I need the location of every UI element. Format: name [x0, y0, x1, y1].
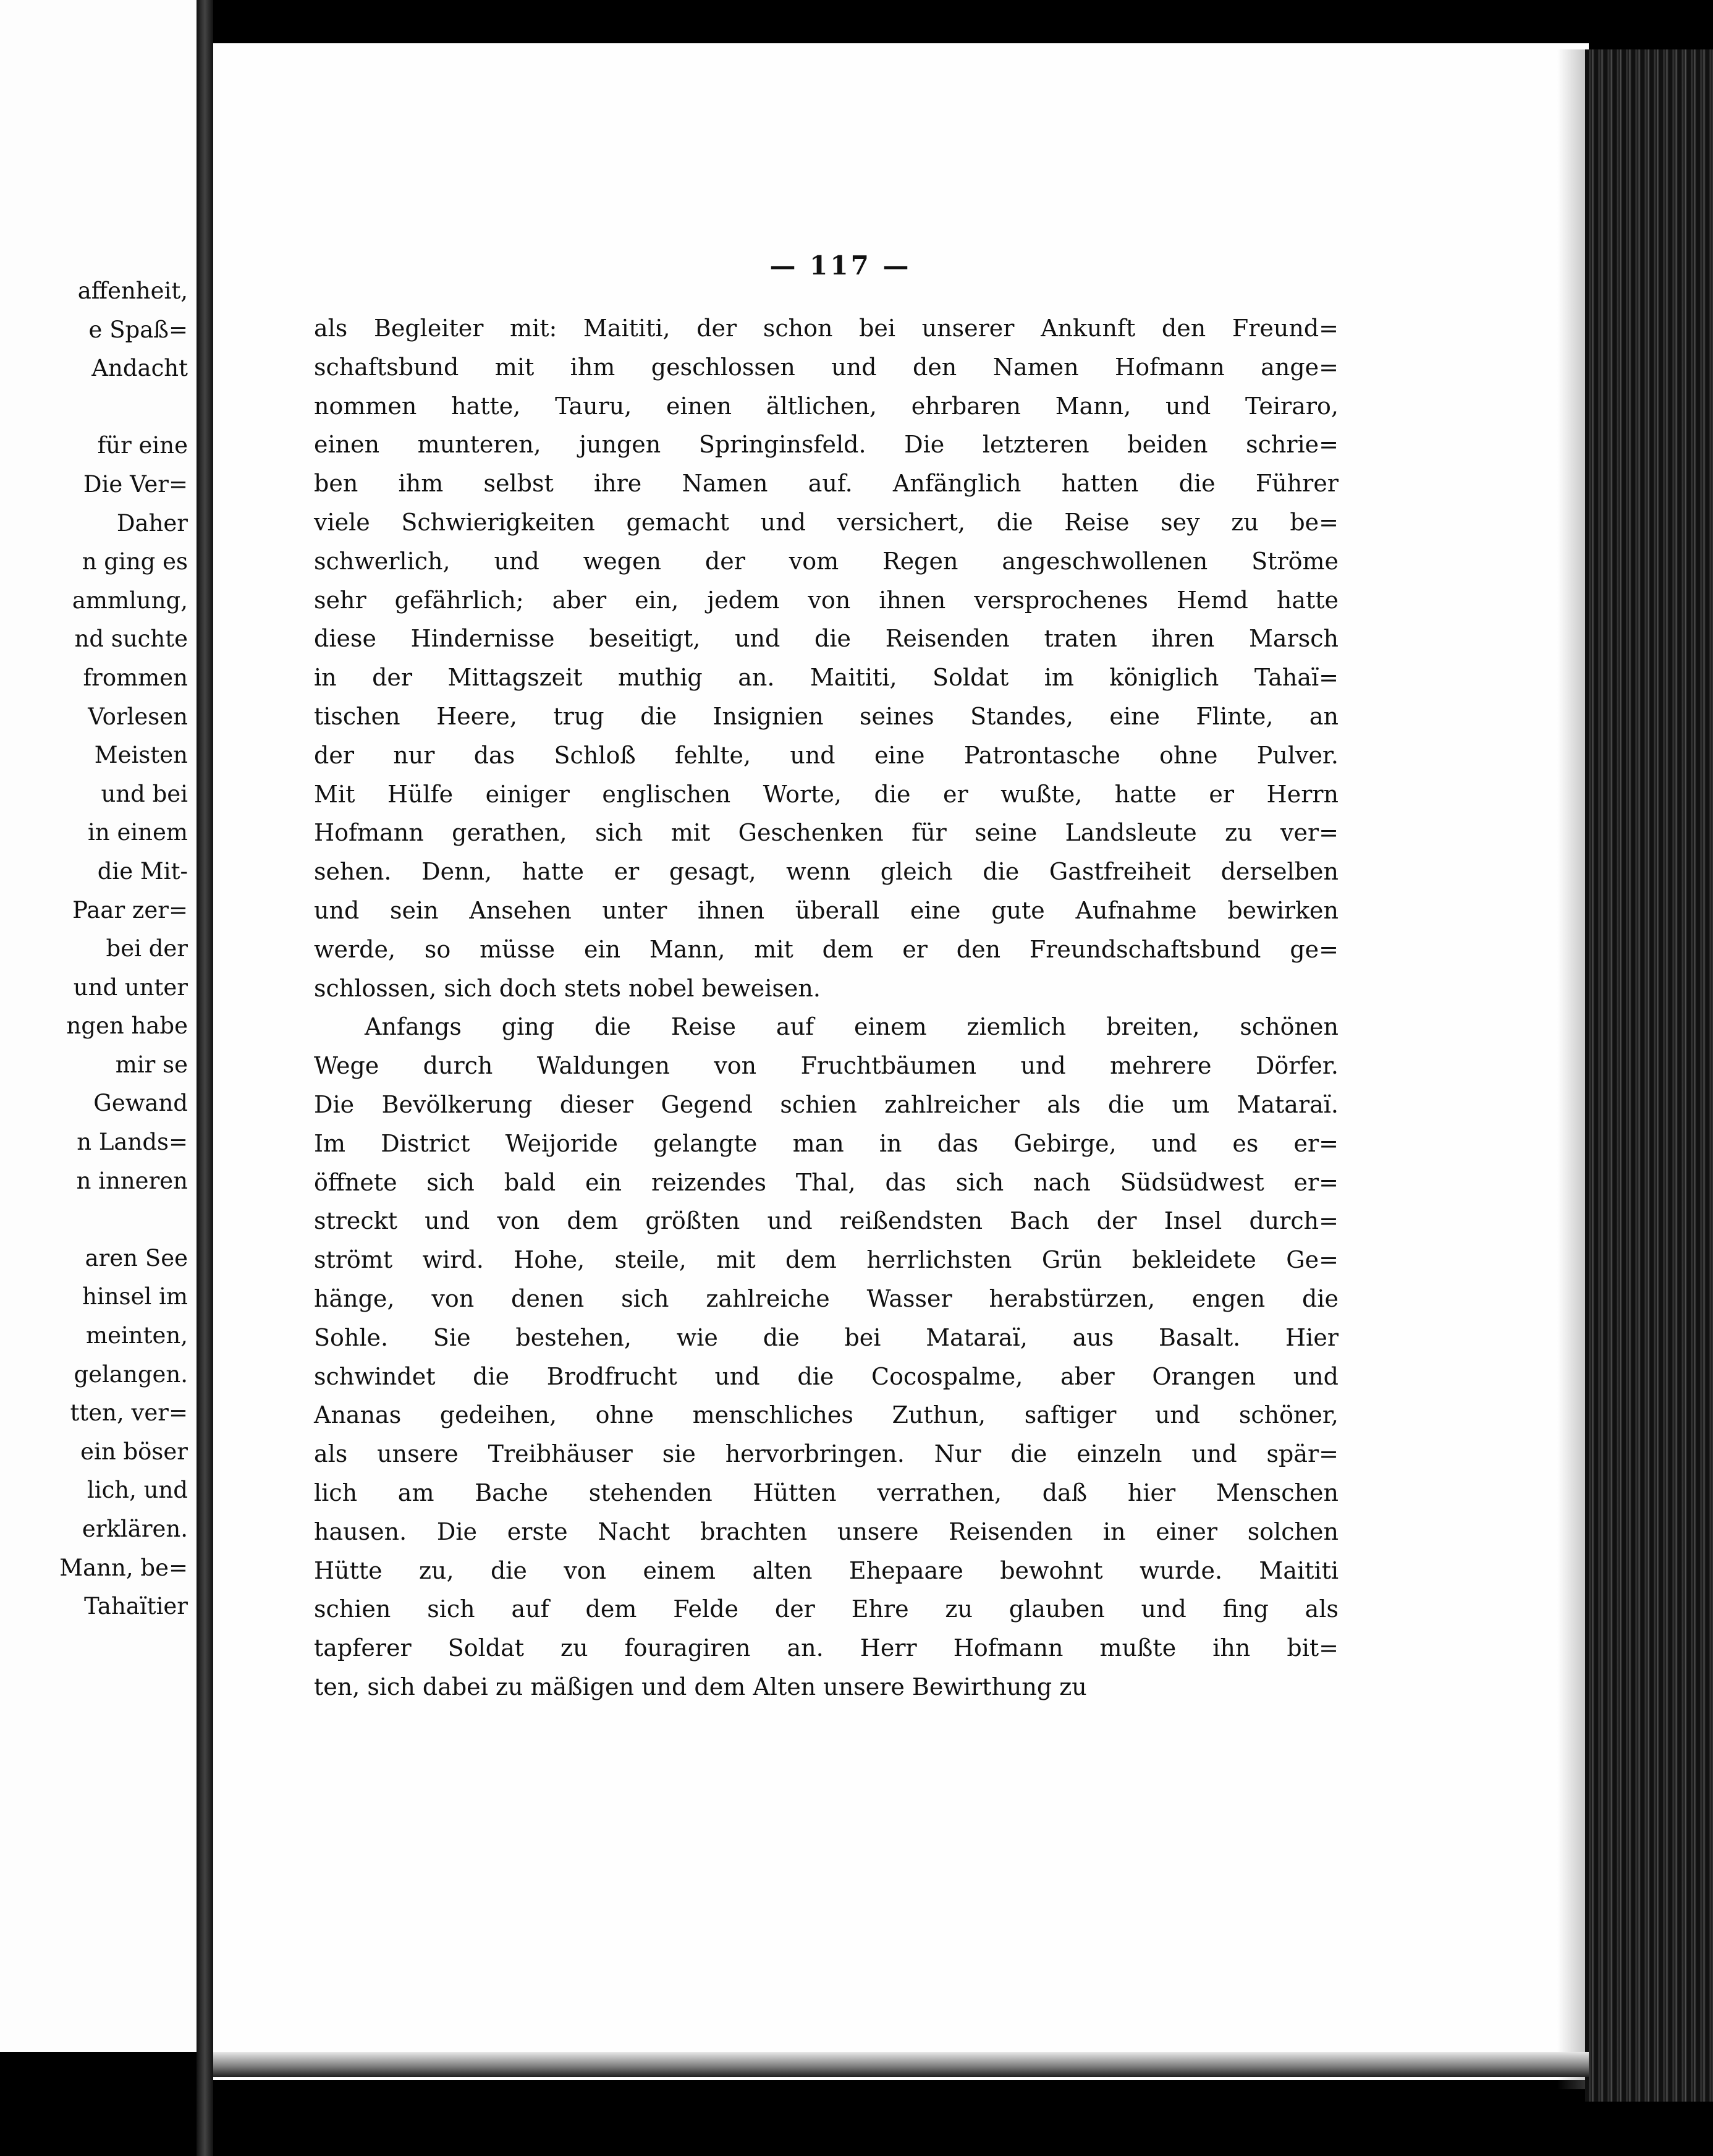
previous-page-line: Vorlesen — [88, 703, 188, 730]
previous-page-line: frommen — [83, 664, 188, 691]
text-line: Sohle. Sie bestehen, wie die bei Mataraï, aus Basalt. Hier — [314, 1323, 1339, 1351]
previous-page-line: bei der — [106, 935, 188, 962]
previous-page-line: die Mit- — [97, 857, 188, 885]
previous-page-fragment — [0, 0, 199, 2052]
previous-page-line: affenheit, — [77, 278, 188, 304]
text-line: schien sich auf dem Felde der Ehre zu glauben und fing als — [314, 1595, 1339, 1623]
text-line: Im District Weijoride gelangte man in das Gebirge, und es er= — [314, 1129, 1339, 1157]
text-line: hausen. Die erste Nacht brachten unsere Reisenden in einer solchen — [314, 1517, 1339, 1545]
text-line: Anfangs ging die Reise auf einem ziemlich breiten, schönen — [365, 1013, 1339, 1041]
text-line: lich am Bache stehenden Hütten verrathen, daß hier Menschen — [314, 1479, 1339, 1506]
text-line: ten, sich dabei zu mäßigen und dem Alten unsere Bewirthung zu — [314, 1673, 1087, 1700]
previous-page-line — [2, 1200, 188, 1239]
previous-page-text — [2, 272, 188, 1626]
previous-page-line: hinsel im — [82, 1283, 188, 1310]
previous-page-line: und unter — [73, 974, 188, 1001]
previous-page-line: ngen habe — [66, 1012, 188, 1040]
previous-page-line: für eine — [97, 432, 188, 459]
page-bottom-edge — [213, 2052, 1589, 2077]
text-line: nommen hatte, Tauru, einen ältlichen, ehrbaren Mann, und Teiraro, — [314, 392, 1339, 420]
previous-page-line: Daher — [116, 509, 188, 537]
text-line: der nur das Schloß fehlte, und eine Patrontasche ohne Pulver. — [314, 741, 1339, 769]
text-line: werde, so müsse ein Mann, mit dem er den Freundschaftsbund ge= — [314, 935, 1339, 963]
previous-page-line: n inneren — [76, 1167, 188, 1194]
previous-page-line — [2, 388, 188, 427]
text-line: als Begleiter mit: Maititi, der schon bei unserer Ankunft den Freund= — [314, 315, 1339, 342]
text-line: tischen Heere, trug die Insignien seines Standes, eine Flinte, an — [314, 702, 1339, 730]
previous-page-line: und bei — [101, 780, 188, 807]
previous-page-line: n Lands= — [77, 1129, 188, 1156]
previous-page-line: tten, ver= — [70, 1399, 188, 1427]
previous-page-line: gelangen. — [74, 1360, 188, 1388]
previous-page-line: Meisten — [94, 742, 188, 769]
text-line: Die Bevölkerung dieser Gegend schien zahlreicher als die um Mataraï. — [314, 1090, 1339, 1118]
text-line: und sein Ansehen unter ihnen überall eine gute Aufnahme bewirken — [314, 896, 1339, 924]
previous-page-line: erklären. — [82, 1516, 188, 1542]
text-line: Wege durch Waldungen von Fruchtbäumen und mehrere Dörfer. — [314, 1052, 1339, 1080]
previous-page-line: meinten, — [85, 1322, 188, 1349]
previous-page-line: Paar zer= — [72, 896, 188, 923]
text-line: streckt und von dem größten und reißendsten Bach der Insel durch= — [314, 1207, 1339, 1235]
previous-page-line: in einem — [88, 819, 188, 846]
text-line: schlossen, sich doch stets nobel beweisen. — [314, 974, 821, 1002]
current-page — [213, 43, 1589, 2080]
text-line: in der Mittagszeit muthig an. Maititi, Soldat im königlich Tahaï= — [314, 664, 1339, 692]
previous-page-line: Die Ver= — [83, 470, 188, 498]
previous-page-line: mir se — [115, 1051, 188, 1078]
text-line: Mit Hülfe einiger englischen Worte, die er wußte, hatte er Herrn — [314, 780, 1339, 808]
text-line: diese Hindernisse beseitigt, und die Reisenden traten ihren Marsch — [314, 625, 1339, 653]
text-line: viele Schwierigkeiten gemacht und versichert, die Reise sey zu be= — [314, 508, 1339, 536]
text-line: sehen. Denn, hatte er gesagt, wenn gleich die Gastfreiheit derselben — [314, 858, 1339, 886]
previous-page-line: Gewand — [93, 1090, 188, 1117]
previous-page-line: ammlung, — [72, 587, 188, 614]
text-line: als unsere Treibhäuser sie hervorbringen. Nur die einzeln und spär= — [314, 1440, 1339, 1468]
text-line: einen munteren, jungen Springinsfeld. Die letzteren beiden schrie= — [314, 431, 1339, 459]
previous-page-line: ein böser — [80, 1438, 188, 1465]
text-line: Hütte zu, die von einem alten Ehepaare bewohnt wurde. Maititi — [314, 1556, 1339, 1584]
text-line: Ananas gedeihen, ohne menschliches Zuthun, saftiger und schöner, — [314, 1401, 1339, 1429]
text-line: ben ihm selbst ihre Namen auf. Anfänglich hatten die Führer — [314, 470, 1339, 498]
page-stack-edge — [1585, 49, 1713, 2102]
text-line: öffnete sich bald ein reizendes Thal, das sich nach Südsüdwest er= — [314, 1168, 1339, 1196]
page-number: — 117 — — [769, 250, 911, 281]
previous-page-line: aren See — [85, 1244, 188, 1271]
text-line: Hofmann gerathen, sich mit Geschenken für seine Landsleute zu ver= — [314, 819, 1339, 847]
previous-page-line: e Spaß= — [88, 316, 188, 343]
text-line: tapferer Soldat zu fouragiren an. Herr Hofmann mußte ihn bit= — [314, 1634, 1339, 1662]
previous-page-line: n ging es — [82, 548, 188, 575]
text-line: sehr gefährlich; aber ein, jedem von ihnen versprochenes Hemd hatte — [314, 586, 1339, 614]
text-line: hänge, von denen sich zahlreiche Wasser herabstürzen, engen die — [314, 1284, 1339, 1312]
text-line: schaftsbund mit ihm geschlossen und den Namen Hofmann ange= — [314, 353, 1339, 381]
previous-page-line: Andacht — [91, 355, 188, 382]
body-text — [314, 309, 1339, 1707]
text-line: strömt wird. Hohe, steile, mit dem herrlichsten Grün bekleidete Ge= — [314, 1246, 1339, 1274]
previous-page-line: Mann, be= — [59, 1554, 188, 1581]
previous-page-line: nd suchte — [74, 626, 188, 653]
book-gutter — [197, 0, 213, 2156]
text-line: schwindet die Brodfrucht und die Cocospalme, aber Orangen und — [314, 1362, 1339, 1390]
text-line: schwerlich, und wegen der vom Regen angeschwollenen Ströme — [314, 547, 1339, 575]
previous-page-line: lich, und — [87, 1477, 188, 1504]
previous-page-line: Tahaïtier — [84, 1593, 188, 1620]
